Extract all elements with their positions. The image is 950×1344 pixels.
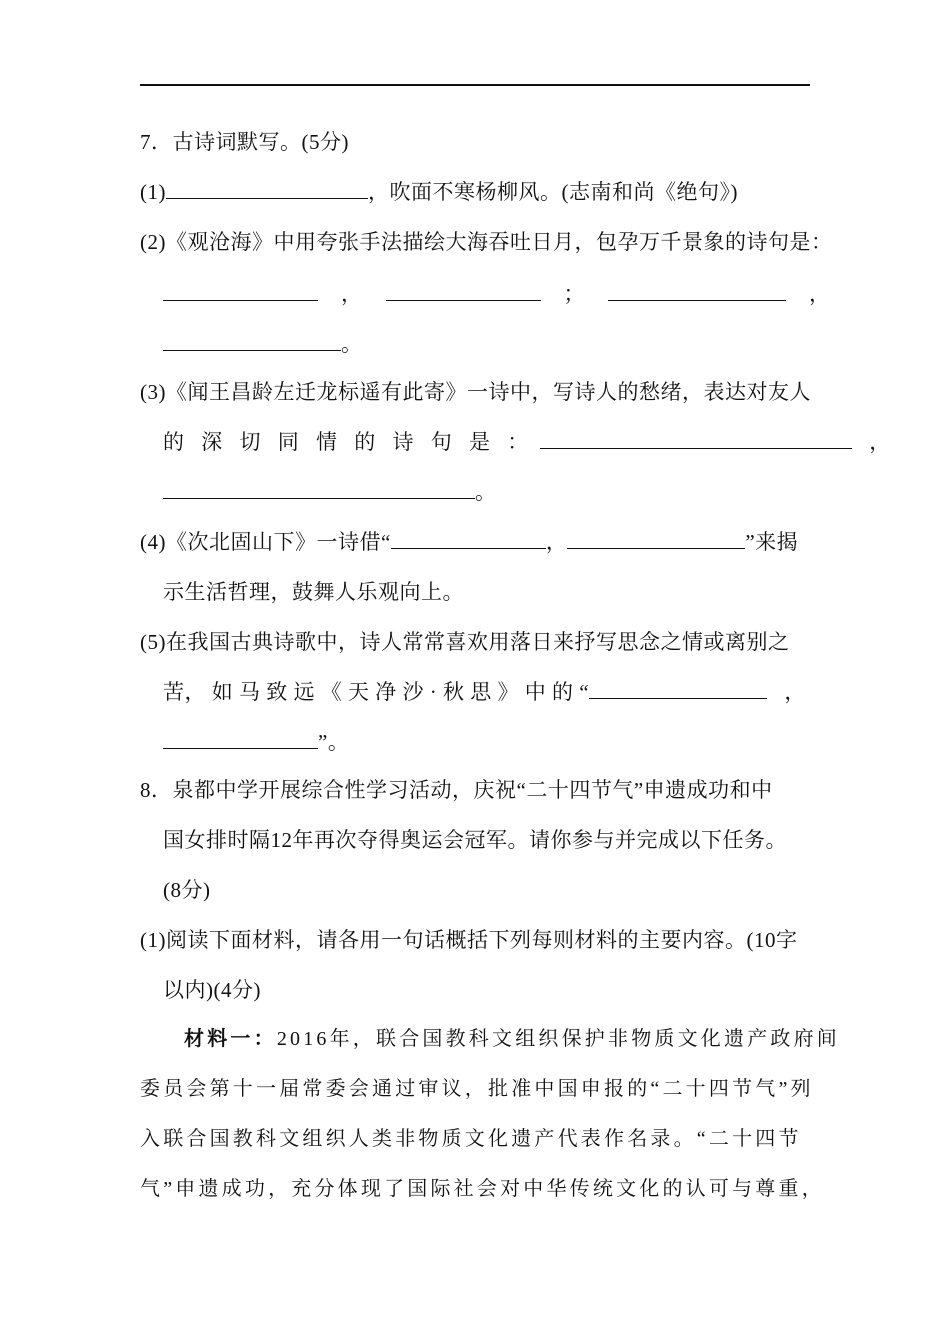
answer-blank[interactable] (166, 180, 368, 199)
q7-item-3 (140, 378, 811, 406)
item-text: ，吹面不寒杨柳风。(志南和尚《绝句》) (368, 180, 738, 204)
answer-blank[interactable] (540, 430, 852, 449)
q7-item-1 (140, 178, 738, 206)
sep: ， (784, 680, 806, 704)
q8-sub1-line-1: (1)阅读下面材料，请各用一句话概括下列每则材料的主要内容。(10字 (140, 928, 798, 952)
sep: ， (545, 530, 568, 554)
q7-item-2-blanks (163, 280, 831, 308)
q7-item-4 (140, 528, 798, 556)
answer-blank[interactable] (589, 680, 767, 699)
answer-blank[interactable] (163, 730, 318, 749)
q7-item-2 (140, 228, 833, 256)
answer-blank[interactable] (386, 282, 541, 301)
sep: 。 (475, 480, 497, 504)
material-text: 2016年，联合国教科文组织保护非物质文化遗产政府间 (276, 1028, 841, 1050)
answer-blank[interactable] (391, 530, 546, 549)
answer-blank[interactable] (163, 282, 318, 301)
q7-item-5-blank-last (163, 728, 349, 756)
item-text: 《观沧海》中用夸张手法描绘大海吞吐日月，包孕万千景象的诗句是： (166, 230, 833, 254)
material-label: 材料一： (184, 1028, 277, 1050)
item-text: 《次北固山下》一诗借“ (166, 530, 391, 554)
q7-item-5 (140, 628, 790, 656)
material-1-line-2: 委员会第十一届常委会通过审议，批准中国申报的“二十四节气”列 (140, 1078, 814, 1100)
item-text: 苦， 如 马 致 远 《 天 净 沙 · 秋 思 》 中 的 “ (163, 680, 590, 704)
sep: ； (563, 282, 585, 306)
q7-title: 7．古诗词默写。(5分) (140, 130, 349, 154)
item-number: (5) (140, 630, 166, 654)
item-text: 在我国古典诗歌中，诗人常常喜欢用落日来抒写思念之情或离别之 (166, 630, 790, 654)
sep: ”。 (318, 730, 350, 754)
material-1-line-3: 入联合国教科文组织人类非物质文化遗产代表作名录。“二十四节 (140, 1128, 802, 1150)
header-rule (140, 84, 810, 86)
answer-blank[interactable] (608, 282, 786, 301)
item-number: (4) (140, 530, 166, 554)
material-1-line-1 (184, 1025, 840, 1053)
answer-blank[interactable] (567, 530, 745, 549)
sep: ， (341, 282, 363, 306)
q8-line-1: 8．泉都中学开展综合性学习活动，庆祝“二十四节气”申遗成功和中 (140, 778, 773, 802)
q7-item-4-cont: 示生活哲理，鼓舞人乐观向上。 (163, 580, 464, 604)
item-number: (3) (140, 380, 166, 404)
q7-item-3-blank-last (163, 478, 497, 506)
sep: 。 (341, 332, 363, 356)
item-text: ”来揭 (745, 530, 799, 554)
q8-line-3: (8分) (163, 878, 211, 902)
material-1-line-4: 气”申遗成功，充分体现了国际社会对中华传统文化的认可与尊重， (140, 1178, 825, 1200)
q7-item-3-cont (163, 428, 891, 456)
answer-blank[interactable] (163, 332, 341, 351)
q8-line-2: 国女排时隔12年再次夺得奥运会冠军。请你参与并完成以下任务。 (163, 828, 787, 852)
q8-sub1-line-2: 以内)(4分) (163, 978, 261, 1002)
answer-blank[interactable] (163, 480, 475, 499)
item-text: 《闻王昌龄左迁龙标遥有此寄》一诗中，写诗人的愁绪，表达对友人 (166, 380, 811, 404)
q7-item-5-cont (163, 678, 806, 706)
q7-item-2-blank-last (163, 330, 363, 358)
sep: ， (869, 430, 891, 454)
sep: ， (809, 282, 831, 306)
item-text: 的 深 切 同 情 的 诗 句 是 ： (163, 430, 535, 454)
item-number: (2) (140, 230, 166, 254)
item-number: (1) (140, 180, 166, 204)
